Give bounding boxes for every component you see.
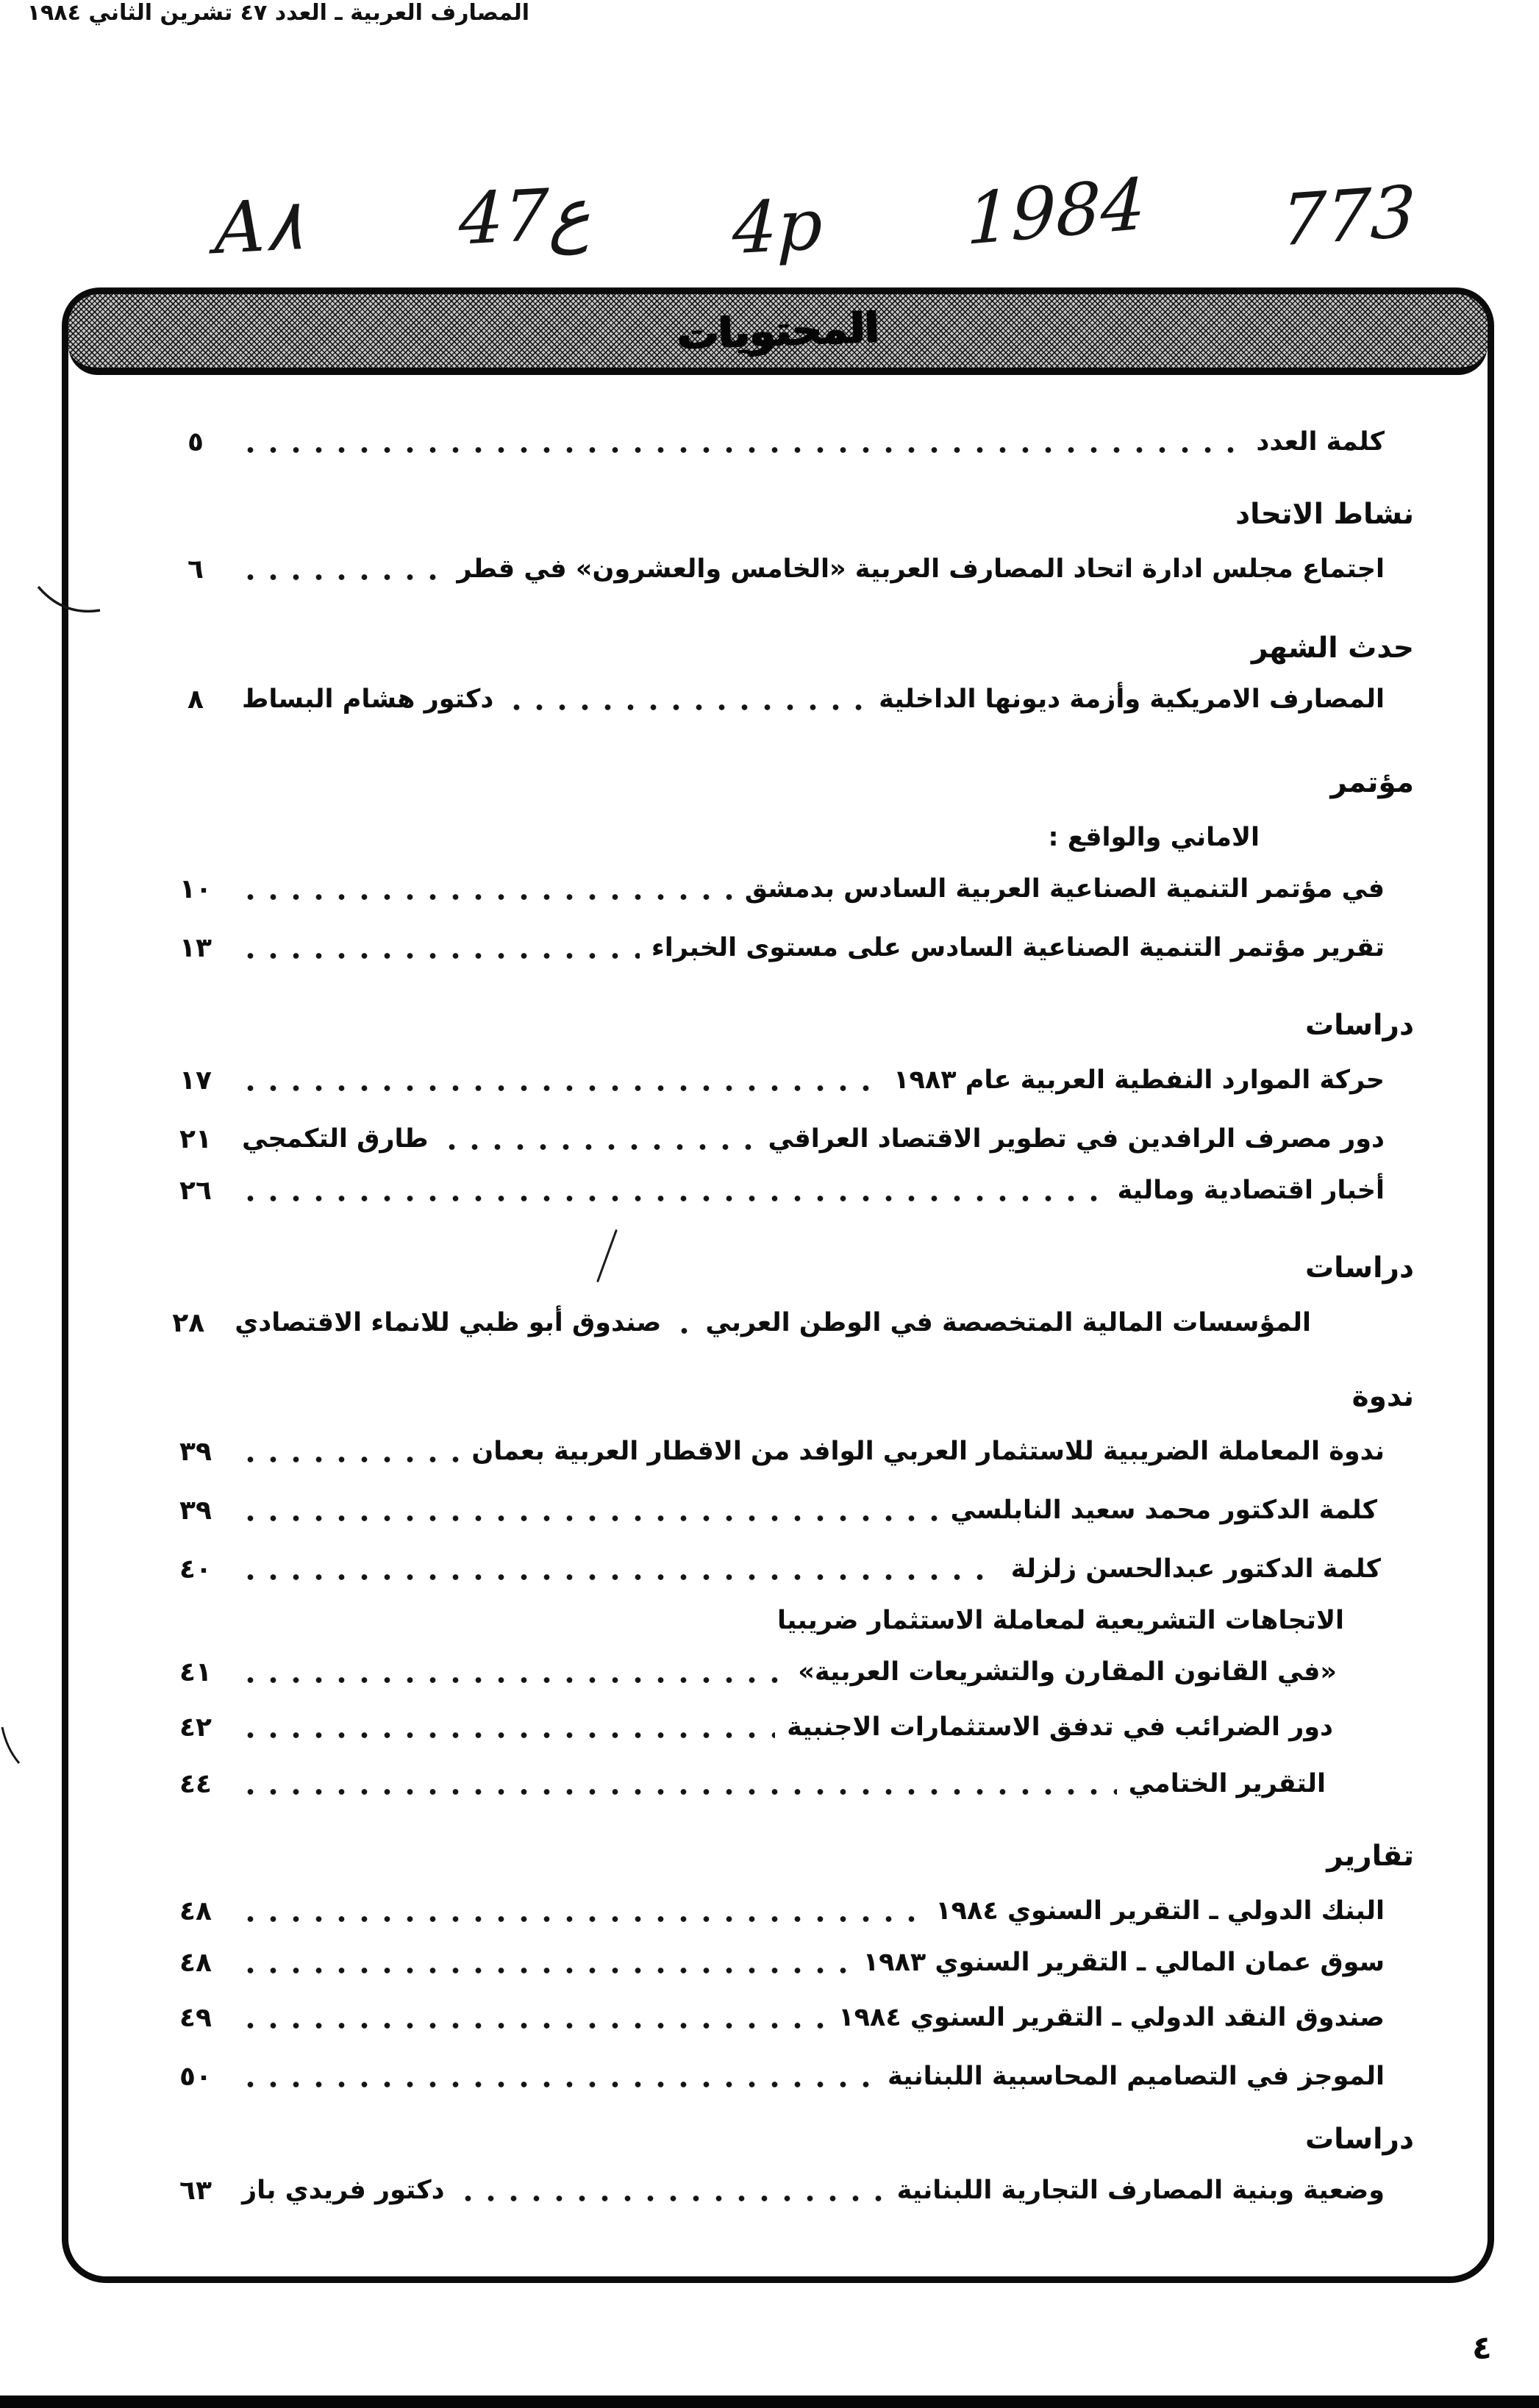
contents-box: [62, 287, 1494, 2283]
dot-leader: [239, 951, 640, 960]
toc-section-heading: [1352, 1373, 1414, 1419]
dot-leader: [239, 2021, 826, 2030]
toc-entry-title: حركة الموارد النفطية العربية عام ١٩٨٣: [893, 1065, 1385, 1095]
toc-section-heading: [1305, 2116, 1414, 2162]
toc-section-heading: [1235, 491, 1414, 537]
toc-entry: [164, 1888, 1385, 1934]
pen-stroke-curve: [0, 1725, 25, 1768]
toc-entry: [164, 1429, 1385, 1474]
toc-entry: [164, 1300, 1311, 1346]
toc-entry: [164, 1057, 1385, 1103]
dot-leader: [505, 703, 867, 712]
dot-leader: [239, 1966, 851, 1975]
toc-subheading: [1049, 815, 1260, 860]
toc-section-heading: [1251, 625, 1414, 671]
dot-leader: [457, 2194, 885, 2203]
toc-entry-page: ٣٩: [179, 1436, 212, 1467]
handwritten-mark: 773: [1279, 170, 1417, 262]
dot-leader: [239, 893, 733, 901]
toc-section-heading: [1326, 1833, 1414, 1879]
toc-entry: [164, 1704, 1333, 1750]
toc-entry: [164, 866, 1385, 912]
handwritten-mark: 4p: [732, 182, 824, 271]
toc-heading-label: حدث الشهر: [1251, 631, 1414, 665]
pen-stroke-arc: [35, 576, 103, 624]
toc-entry-title: دور مصرف الرافدين في تطوير الاقتصاد العراقي: [768, 1124, 1385, 1154]
toc-heading-label: نشاط الاتحاد: [1235, 497, 1414, 531]
dot-leader: [239, 1084, 882, 1093]
toc-entry: [164, 1940, 1385, 1985]
toc-entry-title: وضعية وبنية المصارف التجارية اللبنانية: [896, 2176, 1385, 2205]
dot-leader: [673, 1326, 693, 1335]
toc-heading-label: الاماني والواقع :: [1048, 823, 1260, 852]
toc-heading-label: الاتجاهات التشريعية لمعاملة الاستثمار ضريبيا: [776, 1606, 1344, 1635]
dot-leader: [239, 2080, 876, 2089]
handwritten-mark: A٨: [214, 182, 304, 271]
toc-heading-label: دراسات: [1304, 1251, 1414, 1285]
dot-leader: [239, 1194, 1105, 1203]
toc-section-heading: [1305, 1002, 1414, 1048]
toc-entry-page: ٤٢: [179, 1712, 212, 1743]
toc-entry-title: سوق عمان المالي ـ التقرير السنوي ١٩٨٣: [863, 1948, 1385, 1977]
toc-heading-label: دراسات: [1304, 1008, 1414, 1042]
toc-entry-title: كلمة الدكتور محمد سعيد النابلسي: [950, 1496, 1377, 1525]
toc-entry-title: دور الضرائب في تدفق الاستثمارات الاجنبية: [787, 1712, 1333, 1742]
toc-entry-page: ٣٩: [179, 1495, 212, 1526]
toc-entry-page: ٤٩: [179, 2002, 212, 2033]
toc-entry: [164, 546, 1385, 592]
dot-leader: [239, 1915, 924, 1923]
toc-entry: [164, 1487, 1377, 1533]
dot-leader: [239, 1514, 939, 1523]
dot-leader: [239, 1787, 1117, 1796]
toc-entry-page: ٤٤: [179, 1768, 212, 1799]
toc-entry-title: كلمة الدكتور عبدالحسن زلزلة: [1010, 1554, 1381, 1584]
toc-entry-page: ٤١: [179, 1657, 212, 1687]
toc-entry-page: ٦: [188, 554, 204, 585]
toc-entry-page: ٦٣: [179, 2175, 212, 2206]
toc-entry-page: ٢١: [179, 1123, 212, 1154]
toc-entry-page: ٤٨: [179, 1947, 212, 1978]
toc-entry: [164, 1995, 1385, 2040]
dot-leader: [440, 1143, 757, 1151]
toc-entry-title: التقرير الختامي: [1128, 1769, 1326, 1798]
toc-entry: [164, 2168, 1385, 2213]
contents-list: [68, 294, 1488, 2276]
toc-entry-page: ٢٨: [172, 1307, 205, 1338]
toc-entry-page: ٤٠: [179, 1554, 212, 1585]
toc-section-heading: [1305, 1245, 1414, 1290]
toc-entry: [164, 676, 1385, 722]
toc-entry-title: كلمة العدد: [1256, 427, 1385, 457]
toc-entry: [164, 2054, 1385, 2099]
toc-subheading: [777, 1598, 1344, 1643]
toc-entry-title: ندوة المعاملة الضريبية للاستثمار العربي الوافد من الاقطار العربية بعمان: [471, 1437, 1385, 1466]
dot-leader: [239, 446, 1244, 454]
running-header: المصارف العربية ـ العدد ٤٧ تشرين الثاني ١٩٨٤: [26, 0, 529, 26]
dot-leader: [239, 1731, 775, 1740]
page-number: ٤: [1472, 2329, 1492, 2367]
toc-entry-title: «في القانون المقارن والتشريعات العربية»: [798, 1657, 1337, 1687]
toc-entry: [164, 1761, 1326, 1807]
toc-entry: [164, 1546, 1381, 1592]
toc-entry: [164, 1116, 1385, 1162]
dot-leader: [239, 573, 445, 582]
toc-entry-author: دكتور فريدي باز: [242, 2176, 445, 2205]
toc-entry-title: المصارف الامريكية وأزمة ديونها الداخلية: [879, 685, 1385, 714]
dot-leader: [239, 1676, 786, 1684]
toc-entry: [164, 1649, 1337, 1695]
toc-entry-page: ٥٠: [179, 2061, 212, 2092]
scan-edge-bar: [0, 2396, 1539, 2408]
toc-entry-title: البنك الدولي ـ التقرير السنوي ١٩٨٤: [935, 1896, 1385, 1926]
toc-entry-title: الموجز في التصاميم المحاسبية اللبنانية: [887, 2062, 1385, 2091]
toc-entry: [164, 1168, 1385, 1213]
toc-entry-title: أخبار اقتصادية ومالية: [1117, 1176, 1385, 1205]
toc-entry-title: اجتماع مجلس ادارة اتحاد المصارف العربية «الخامس والعشرون» في قطر: [457, 554, 1385, 584]
handwritten-mark: 47ع: [458, 171, 592, 261]
toc-entry-page: ١٧: [179, 1065, 212, 1096]
toc-entry-author: طارق التكمجي: [242, 1124, 429, 1154]
toc-entry-page: ١٠: [179, 873, 212, 904]
toc-entry-page: ٤٨: [179, 1896, 212, 1926]
toc-entry-page: ٥: [188, 426, 204, 457]
toc-entry-title: في مؤتمر التنمية الصناعية العربية السادس بدمشق: [744, 874, 1385, 904]
toc-entry-title: المؤسسات المالية المتخصصة في الوطن العربي: [705, 1308, 1311, 1337]
toc-entry-title: تقرير مؤتمر التنمية الصناعية السادس على مستوى الخبراء: [651, 933, 1385, 962]
toc-heading-label: ندوة: [1351, 1379, 1414, 1413]
toc-heading-label: مؤتمر: [1330, 765, 1414, 799]
toc-entry-page: ٨: [188, 684, 204, 715]
toc-entry-author: دكتور هشام البساط: [242, 685, 494, 714]
toc-entry: [164, 925, 1385, 971]
toc-entry-author: صندوق أبو ظبي للانماء الاقتصادي: [235, 1308, 662, 1337]
toc-entry: [164, 419, 1385, 465]
toc-entry-title: صندوق النقد الدولي ـ التقرير السنوي ١٩٨٤: [838, 2003, 1385, 2032]
toc-section-heading: [1330, 760, 1414, 805]
dot-leader: [239, 1455, 460, 1464]
toc-entry-page: ١٣: [179, 932, 212, 963]
toc-heading-label: دراسات: [1304, 2122, 1414, 2156]
toc-entry-page: ٢٦: [179, 1175, 212, 1206]
toc-heading-label: تقارير: [1326, 1839, 1414, 1873]
contents-title: المحتويات: [676, 303, 880, 359]
handwritten-mark: 1984: [965, 162, 1146, 261]
dot-leader: [239, 1573, 999, 1582]
